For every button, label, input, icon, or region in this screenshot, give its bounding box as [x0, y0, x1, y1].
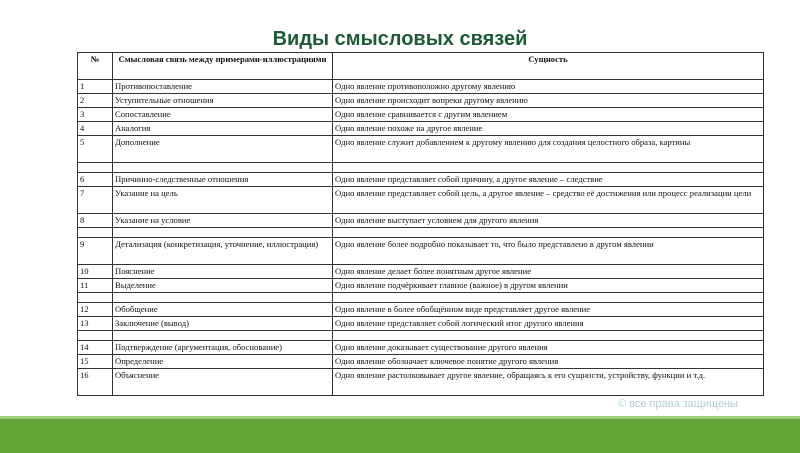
slide-title: Виды смысловых связей [272, 28, 528, 50]
cell-number: 12 [78, 303, 113, 317]
cell-essence [333, 331, 764, 341]
cell-number: 15 [78, 355, 113, 369]
cell-number: 3 [78, 108, 113, 122]
cell-number: 8 [78, 214, 113, 228]
cell-link: Противопоставление [113, 80, 333, 94]
header-essence: Сущность [333, 53, 764, 80]
table-row [78, 122, 764, 136]
cell-number: 14 [78, 341, 113, 355]
header-number: № [78, 53, 113, 80]
cell-essence: Одно явление сравнивается с другим явлением [333, 108, 764, 122]
cell-essence: Одно явление доказывает существование другого явления [333, 341, 764, 355]
cell-essence: Одно явление в более обобщённом виде представляет другое явление [333, 303, 764, 317]
cell-link: Объяснение [113, 369, 333, 396]
table-row [78, 341, 764, 355]
cell-essence: Одно явление происходит вопреки другому явлению [333, 94, 764, 108]
cell-essence: Одно явление служит добавлением к другому явлению для создания целостного образа, картины [333, 136, 764, 163]
cell-essence: Одно явление более подробно показывает то, что было представлено в другом явлении [333, 238, 764, 265]
cell-number: 1 [78, 80, 113, 94]
cell-essence: Одно явление представляет собой причину, а другое явление – следствие [333, 173, 764, 187]
table-row [78, 279, 764, 293]
table-row [78, 187, 764, 214]
table-row [78, 369, 764, 396]
cell-number [78, 331, 113, 341]
cell-essence: Одно явление представляет собой цель, а другое явление – средство её достижения или процесс реализации цели [333, 187, 764, 214]
cell-link: Указание на цель [113, 187, 333, 214]
table-header-row [78, 53, 764, 80]
cell-link: Уступительные отношения [113, 94, 333, 108]
cell-link: Дополнение [113, 136, 333, 163]
cell-link: Детализация (конкретизация, уточнение, иллюстрация) [113, 238, 333, 265]
cell-essence [333, 228, 764, 238]
cell-link [113, 163, 333, 173]
cell-link: Сопоставление [113, 108, 333, 122]
table-row-empty [78, 293, 764, 303]
cell-link: Причинно-следственные отношения [113, 173, 333, 187]
cell-link: Выделение [113, 279, 333, 293]
cell-number: 10 [78, 265, 113, 279]
cell-essence: Одно явление представляет собой логический итог другого явления [333, 317, 764, 331]
cell-essence: Одно явление подчёркивает главное (важное) в другом явлении [333, 279, 764, 293]
table-row-empty [78, 331, 764, 341]
cell-essence: Одно явление делает более понятным другое явление [333, 265, 764, 279]
semantic-links-table [77, 52, 764, 396]
cell-number [78, 228, 113, 238]
cell-essence: Одно явление похоже на другое явление [333, 122, 764, 136]
cell-link: Подтверждение (аргументация, обоснование) [113, 341, 333, 355]
header-link: Смысловая связь между примерами-иллюстрациями [113, 53, 333, 80]
cell-essence: Одно явление противоположно другому явлению [333, 80, 764, 94]
cell-link: Пояснение [113, 265, 333, 279]
cell-number: 5 [78, 136, 113, 163]
cell-number: 6 [78, 173, 113, 187]
cell-essence: Одно явление растолковывает другое явление, обращаясь к его сущности, устройству, функции и т.д. [333, 369, 764, 396]
cell-number: 9 [78, 238, 113, 265]
cell-number: 7 [78, 187, 113, 214]
cell-essence: Одно явление обозначает ключевое понятие другого явления [333, 355, 764, 369]
cell-link: Обобщение [113, 303, 333, 317]
table-row [78, 136, 764, 163]
cell-number: 13 [78, 317, 113, 331]
cell-number: 2 [78, 94, 113, 108]
table-row [78, 303, 764, 317]
table-row-empty [78, 163, 764, 173]
table-row [78, 317, 764, 331]
table-row [78, 355, 764, 369]
cell-number [78, 163, 113, 173]
table-row [78, 238, 764, 265]
table-row [78, 80, 764, 94]
footer-band [0, 416, 800, 453]
cell-link: Определение [113, 355, 333, 369]
cell-number [78, 293, 113, 303]
cell-number: 4 [78, 122, 113, 136]
cell-link: Аналогия [113, 122, 333, 136]
cell-number: 11 [78, 279, 113, 293]
cell-link: Заключение (вывод) [113, 317, 333, 331]
table-row [78, 94, 764, 108]
cell-number: 16 [78, 369, 113, 396]
cell-link [113, 228, 333, 238]
cell-essence: Одно явление выступает условием для другого явления [333, 214, 764, 228]
watermark: © все права защищены [618, 398, 739, 410]
cell-link [113, 293, 333, 303]
cell-essence [333, 293, 764, 303]
cell-link: Указание на условие [113, 214, 333, 228]
cell-essence [333, 163, 764, 173]
table-row-empty [78, 228, 764, 238]
table-row [78, 214, 764, 228]
table-row [78, 108, 764, 122]
table-row [78, 265, 764, 279]
cell-link [113, 331, 333, 341]
table-row [78, 173, 764, 187]
